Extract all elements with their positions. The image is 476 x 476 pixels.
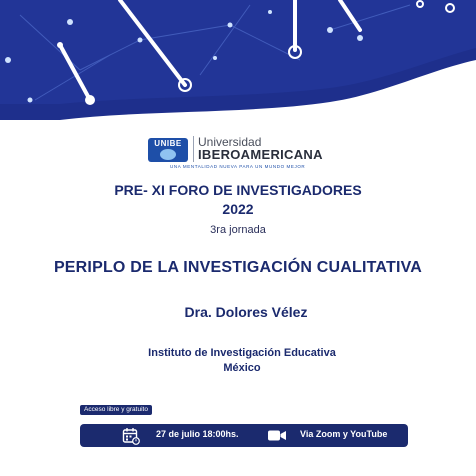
unibe-badge xyxy=(148,138,188,162)
event-info-bar xyxy=(80,424,408,447)
calendar-icon xyxy=(122,427,140,445)
event-platform: Via Zoom y YouTube xyxy=(300,429,388,439)
logo-tagline: UNA MENTALIDAD NUEVA PARA UN MUNDO MEJOR xyxy=(170,164,306,169)
institution-line-2: México xyxy=(223,362,261,374)
video-camera-icon xyxy=(268,430,286,441)
globe-icon xyxy=(160,149,176,160)
institution xyxy=(4,346,476,376)
access-badge: Acceso libre y gratuito xyxy=(80,405,152,415)
session-label: 3ra jornada xyxy=(210,224,266,236)
speaker-name: Dra. Dolores Vélez xyxy=(184,304,308,320)
logo-divider xyxy=(193,136,194,162)
institution-line-1: Instituto de Investigación Educativa xyxy=(148,347,336,359)
network-banner xyxy=(0,0,476,120)
university-logo xyxy=(148,134,348,170)
event-title xyxy=(0,181,476,219)
talk-title: PERIPLO DE LA INVESTIGACIÓN CUALITATIVA xyxy=(53,259,423,276)
logo-line-2: IBEROAMERICANA xyxy=(198,147,323,162)
event-date: 27 de julio 18:00hs. xyxy=(156,429,239,439)
logo-line-1: Universidad xyxy=(198,135,262,149)
event-title-line-1: PRE- XI FORO DE INVESTIGADORES xyxy=(114,182,362,198)
unibe-badge-text: UNIBE xyxy=(154,139,182,148)
event-title-line-2: 2022 xyxy=(222,201,254,217)
